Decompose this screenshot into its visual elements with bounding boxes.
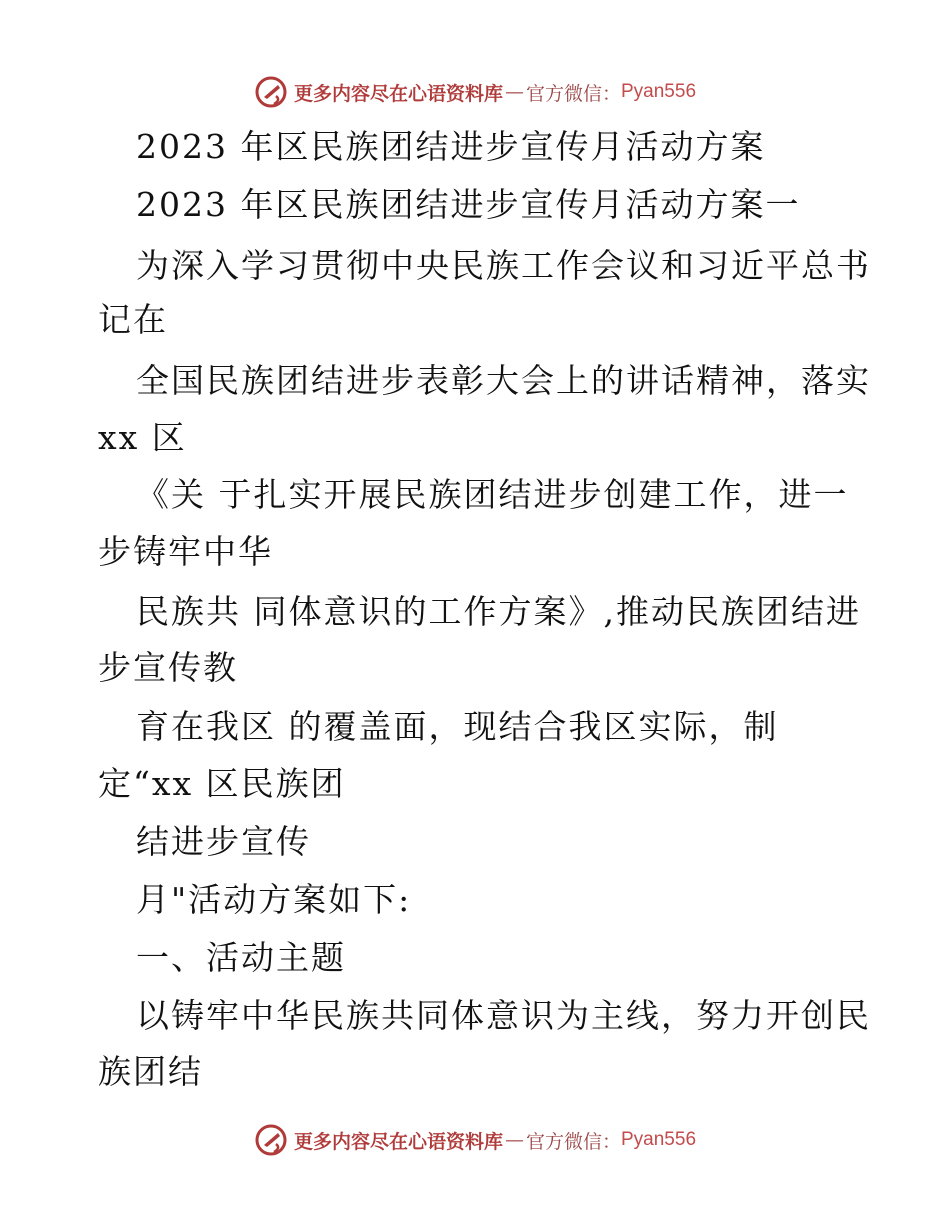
paragraph-line: 民族共 同体意识的工作方案》,推动民族团结进 [136,592,861,631]
paragraph-line: 育在我区 的覆盖面，现结合我区实际，制 [136,707,779,746]
banner-dash: — [504,81,524,103]
paragraph-line: 步铸牢中华 [98,532,273,571]
paragraph-line: 《关 于扎实开展民族团结进步创建工作，进一 [136,475,849,514]
footer-watermark [0,1120,950,1160]
banner-dash: — [504,1129,524,1151]
paragraph-line: xx 区 [98,418,187,457]
wechat-id: Pyan556 [621,1129,697,1150]
paragraph-line: 记在 [98,300,168,339]
brand-text: 更多内容尽在心语资料库 [293,1130,503,1153]
paragraph-line: 定“xx 区民族团 [98,764,346,803]
paragraph-line: 以铸牢中华民族共同体意识为主线，努力开创民 [136,996,871,1035]
paragraph-line: 族团结 [98,1052,203,1091]
logo-icon [254,1123,288,1157]
wechat-label: 官方微信： [525,82,621,105]
paragraph-line: 月"活动方案如下: [136,880,412,919]
wechat-label: 官方微信： [525,1130,621,1153]
brand-text: 更多内容尽在心语资料库 [293,82,503,105]
paragraph-line: 全国民族团结进步表彰大会上的讲话精神，落实 [136,361,871,400]
document-subtitle: 2023 年区民族团结进步宣传月活动方案一 [136,185,801,224]
paragraph-line: 为深入学习贯彻中央民族工作会议和习近平总书 [136,246,871,285]
paragraph-line: 步宣传教 [98,648,238,687]
section-heading: 一、活动主题 [136,938,346,977]
wechat-id: Pyan556 [621,81,697,102]
paragraph-line: 结进步宣传 [136,822,311,861]
document-title: 2023 年区民族团结进步宣传月活动方案 [136,127,766,166]
